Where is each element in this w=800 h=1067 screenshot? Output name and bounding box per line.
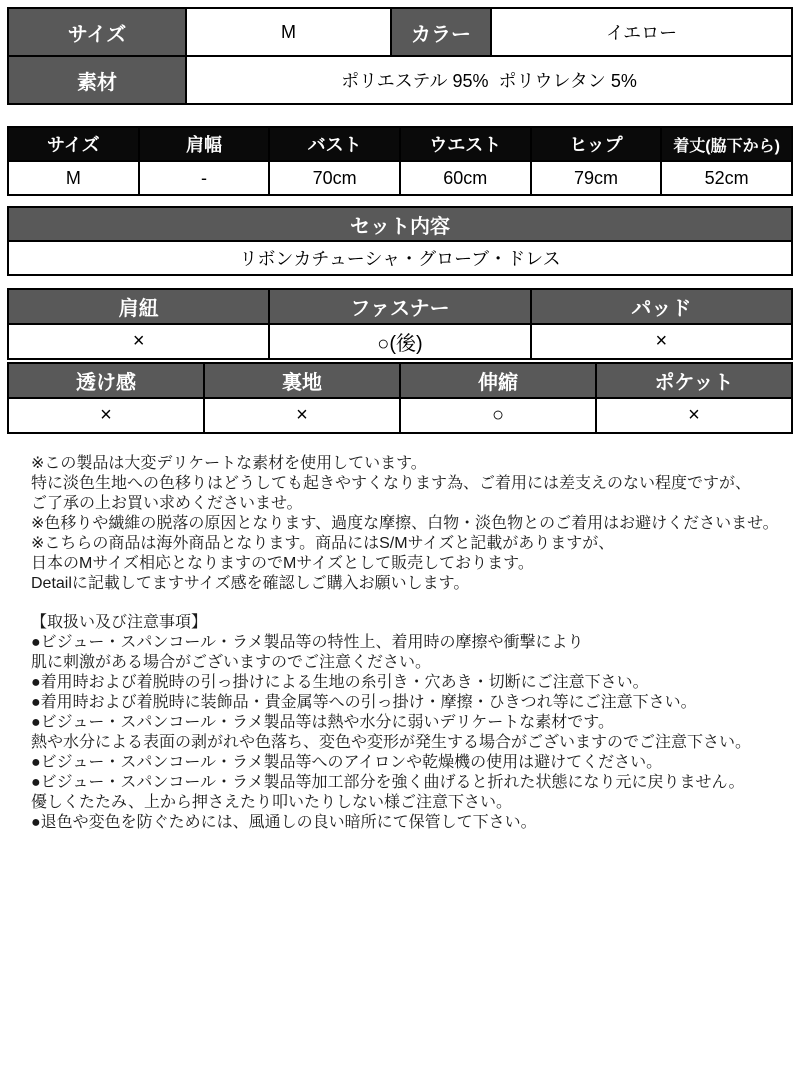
care-line: 優しくたたみ、上から押さえたり叩いたりしない様ご注意下さい。	[31, 794, 512, 811]
note-line: ご了承の上お買い求めくださいませ。	[31, 495, 303, 512]
measurements-header-bust: バスト	[269, 127, 400, 161]
features-table-1	[7, 288, 793, 360]
feature-value-fastener: ○(後)	[269, 324, 530, 359]
set-contents-table	[7, 206, 793, 276]
note-line: ※この製品は大変デリケートな素材を使用しています。	[31, 455, 427, 472]
feature-value-pad: ×	[531, 324, 792, 359]
care-title: 【取扱い及び注意事項】	[31, 614, 208, 631]
set-contents-value: リボンカチューシャ・グローブ・ドレス	[8, 241, 792, 275]
feature-value-strap: ×	[8, 324, 269, 359]
feature-header-sheer: 透け感	[8, 363, 204, 398]
features-table-2	[7, 362, 793, 434]
measurements-value-waist: 60cm	[400, 161, 531, 195]
care-line: ●着用時および着脱時の引っ掛けによる生地の糸引き・穴あき・切断にご注意下さい。	[31, 674, 649, 691]
material-label: 素材	[8, 56, 186, 104]
feature-header-stretch: 伸縮	[400, 363, 596, 398]
size-label: サイズ	[8, 8, 186, 56]
feature-header-pad: パッド	[531, 289, 792, 324]
spec-table	[7, 7, 793, 105]
feature-value-sheer: ×	[8, 398, 204, 433]
note-line: 日本のMサイズ相応となりますのでMサイズとして販売しております。	[31, 555, 534, 572]
feature-value-pocket: ×	[596, 398, 792, 433]
care-line: ●着用時および着脱時に装飾品・貴金属等への引っ掛け・摩擦・ひきつれ等にご注意下さい。	[31, 694, 697, 711]
care-line: 肌に刺激がある場合がございますのでご注意ください。	[31, 654, 432, 671]
measurements-value-shoulder: -	[139, 161, 270, 195]
product-notes	[31, 454, 793, 594]
measurements-value-hip: 79cm	[531, 161, 662, 195]
note-line: ※こちらの商品は海外商品となります。商品にはS/Mサイズと記載がありますが、	[31, 535, 615, 552]
measurements-header-length: 着丈(脇下から)	[661, 127, 792, 161]
care-line: ●ビジュー・スパンコール・ラメ製品等は熱や水分に弱いデリケートな素材です。	[31, 714, 614, 731]
care-line: 熱や水分による表面の剥がれや色落ち、変色や変形が発生する場合がございますのでご注意下さい。	[31, 734, 752, 751]
material-value: ポリエステル 95% ポリウレタン 5%	[186, 56, 792, 104]
care-instructions	[31, 613, 793, 833]
measurements-header-waist: ウエスト	[400, 127, 531, 161]
care-line: ●ビジュー・スパンコール・ラメ製品等加工部分を強く曲げると折れた状態になり元に戻りません。	[31, 774, 745, 791]
measurements-table	[7, 126, 793, 196]
measurements-header-hip: ヒップ	[531, 127, 662, 161]
care-line: ●ビジュー・スパンコール・ラメ製品等の特性上、着用時の摩擦や衝撃により	[31, 634, 584, 651]
care-line: ●退色や変色を防ぐためには、風通しの良い暗所にて保管して下さい。	[31, 814, 537, 831]
measurements-value-length: 52cm	[661, 161, 792, 195]
set-contents-header: セット内容	[8, 207, 792, 241]
color-value: イエロー	[491, 8, 792, 56]
note-line: ※色移りや繊維の脱落の原因となります、過度な摩擦、白物・淡色物とのご着用はお避けくださいませ。	[31, 515, 779, 532]
note-line: 特に淡色生地への色移りはどうしても起きやすくなります為、ご着用には差支えのない程度ですが、	[31, 475, 752, 492]
measurements-header-shoulder: 肩幅	[139, 127, 270, 161]
feature-header-lining: 裏地	[204, 363, 400, 398]
size-value: M	[186, 8, 391, 56]
feature-header-pocket: ポケット	[596, 363, 792, 398]
feature-header-strap: 肩紐	[8, 289, 269, 324]
feature-value-lining: ×	[204, 398, 400, 433]
color-label: カラー	[391, 8, 491, 56]
measurements-value-bust: 70cm	[269, 161, 400, 195]
measurements-header-size: サイズ	[8, 127, 139, 161]
feature-header-fastener: ファスナー	[269, 289, 530, 324]
care-line: ●ビジュー・スパンコール・ラメ製品等へのアイロンや乾燥機の使用は避けてください。	[31, 754, 663, 771]
feature-value-stretch: ○	[400, 398, 596, 433]
measurements-value-size: M	[8, 161, 139, 195]
note-line: Detailに記載してますサイズ感を確認しご購入お願いします。	[31, 575, 470, 592]
